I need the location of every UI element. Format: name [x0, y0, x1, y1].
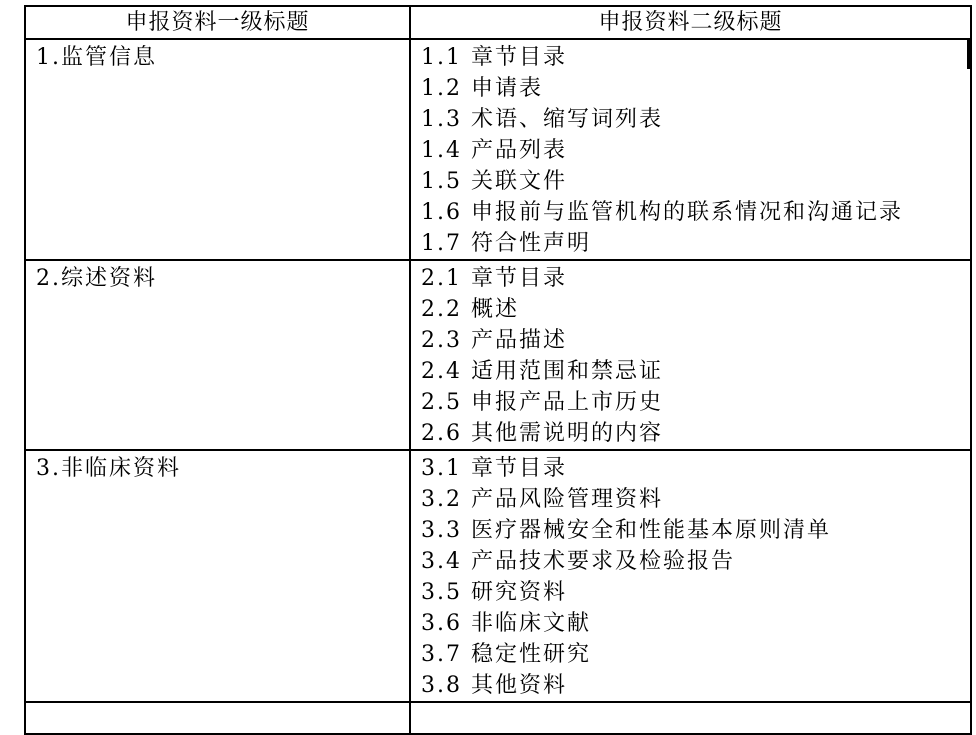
level1-cell [25, 450, 410, 702]
table-row [25, 39, 971, 260]
list-item: 2.2 概述 [421, 297, 519, 322]
table-header-row [25, 6, 971, 39]
list-item: 2.6 其他需说明的内容 [421, 421, 663, 446]
list-item: 1.7 符合性声明 [421, 231, 591, 256]
submission-materials-table [24, 5, 972, 735]
header-level1-title: 申报资料一级标题 [25, 6, 410, 39]
level2-cell [410, 260, 971, 450]
level1-title: 3.非临床资料 [36, 456, 181, 481]
list-item: 1.1 章节目录 [421, 45, 567, 70]
list-item: 1.2 申请表 [421, 76, 543, 101]
level1-title: 2.综述资料 [36, 266, 157, 291]
list-item: 2.1 章节目录 [421, 266, 567, 291]
table-row [25, 450, 971, 702]
level2-cell [410, 450, 971, 702]
level2-list [411, 451, 970, 701]
level2-list [411, 40, 970, 259]
level1-title: 1.监管信息 [36, 45, 157, 70]
list-item: 3.4 产品技术要求及检验报告 [421, 549, 735, 574]
table-row [25, 260, 971, 450]
list-item: 3.1 章节目录 [421, 456, 567, 481]
list-item: 1.6 申报前与监管机构的联系情况和沟通记录 [421, 200, 903, 225]
level1-cell [25, 702, 410, 734]
table-row-cutoff [25, 702, 971, 734]
level2-cell [410, 39, 971, 260]
level2-cell [410, 702, 971, 734]
list-item: 2.5 申报产品上市历史 [421, 390, 663, 415]
list-item: 3.7 稳定性研究 [421, 642, 591, 667]
list-item: 3.2 产品风险管理资料 [421, 487, 663, 512]
list-item: 3.3 医疗器械安全和性能基本原则清单 [421, 518, 831, 543]
list-item: 2.4 适用范围和禁忌证 [421, 359, 663, 384]
level2-list [411, 261, 970, 449]
list-item: 3.6 非临床文献 [421, 611, 591, 636]
header-level2-title: 申报资料二级标题 [410, 6, 971, 39]
level1-cell [25, 39, 410, 260]
list-item: 3.8 其他资料 [421, 673, 567, 698]
list-item: 1.4 产品列表 [421, 138, 567, 163]
list-item: 3.5 研究资料 [421, 580, 567, 605]
list-item: 1.3 术语、缩写词列表 [421, 107, 663, 132]
list-item: 2.3 产品描述 [421, 328, 567, 353]
list-item: 1.5 关联文件 [421, 169, 567, 194]
level1-cell [25, 260, 410, 450]
page-edge-mark [967, 40, 970, 69]
document-page [24, 5, 970, 735]
